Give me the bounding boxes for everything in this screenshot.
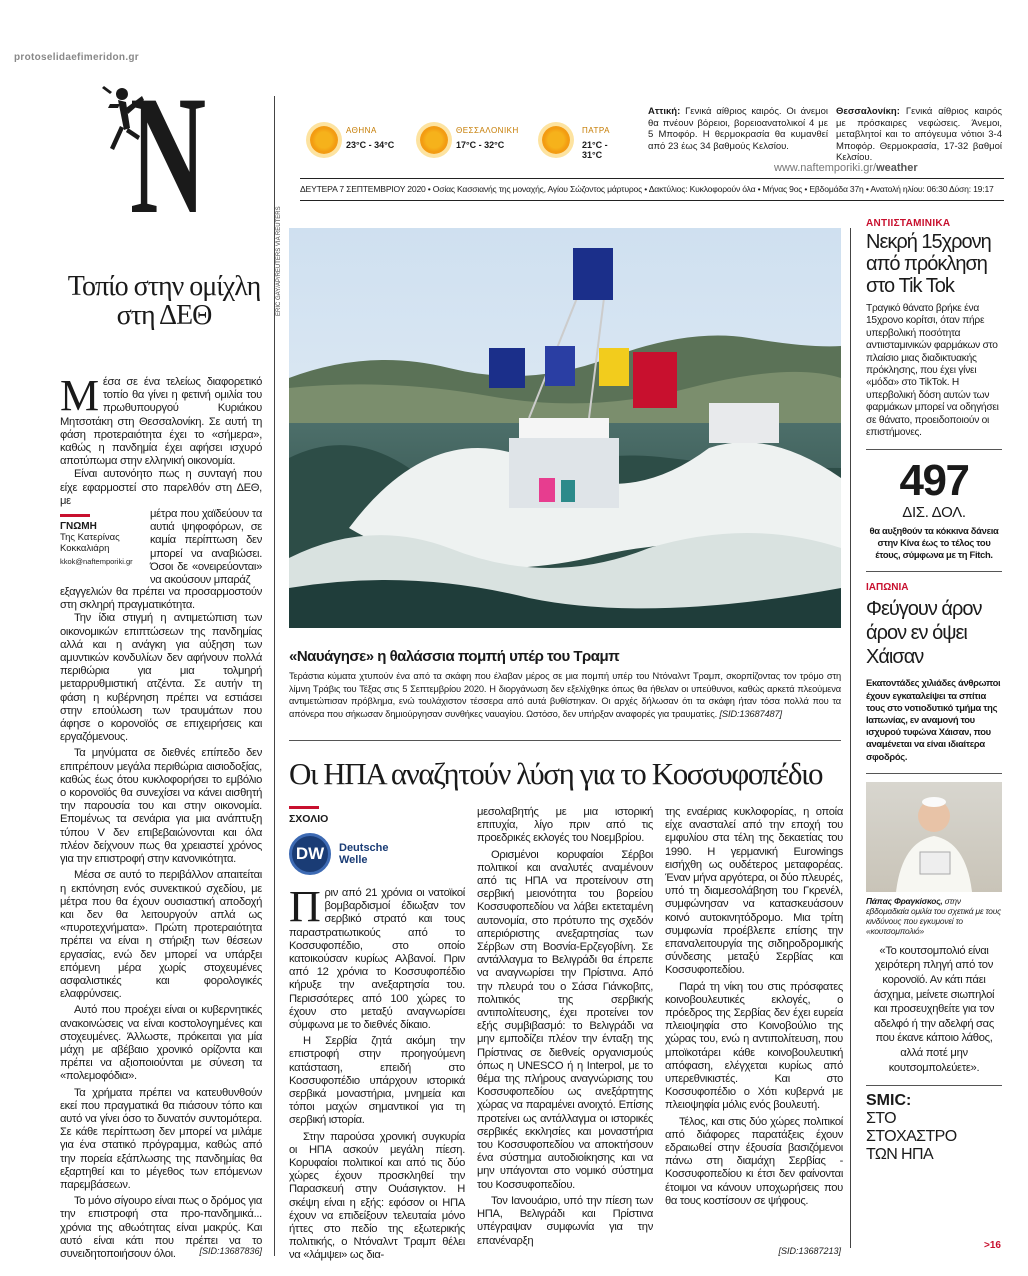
kosovo-sid: [SID:13687213]: [778, 1246, 841, 1256]
kicker-antihistamines: ΑΝΤΙΙΣΤΑΜΙΝΙΚΑ: [866, 218, 951, 229]
tiktok-headline: Νεκρή 15χρονη από πρόκληση στο Tik Tok: [866, 231, 991, 297]
sun-icon: [542, 126, 570, 154]
site-watermark: protoselidaefimeridon.gr: [14, 52, 139, 63]
opinion-sid: [SID:13687836]: [199, 1246, 262, 1256]
drop-cap: Μ: [60, 371, 99, 420]
weather-link[interactable]: www.naftemporiki.gr/weather: [774, 162, 918, 174]
opinion-title: Τοπίο στην ομίχλη στη ΔΕΘ: [67, 271, 261, 331]
smic-label: SMIC:: [866, 1092, 912, 1110]
pope-caption: Πάπας Φραγκίσκος, στην εβδομαδιαία ομιλία του σχετικά με τους κινδύνους που εγκυμονεί το «κουτσομπολιό»: [866, 895, 1002, 936]
weather-thessaloniki: Θεσσαλονίκη: Γενικά αίθριος καιρός με πρόσκαιρες νεφώσεις. Άνεμοι, μεταβλητοί και το απόγευμα νότιοι 3-4 Μποφόρ. Θερμοκρασία, 17-32 βαθμοί Κελσίου.: [836, 106, 1003, 164]
photo-caption-title: «Ναυάγησε» η θαλάσσια πομπή υπέρ του Τραμπ: [289, 648, 620, 665]
kosovo-headline: Οι ΗΠΑ αναζητούν λύση για το Κοσσυφοπέδιο: [289, 756, 823, 791]
drop-cap: Π: [289, 882, 321, 931]
kosovo-col3: της εναέριας κυκλοφορίας, η οποία είχε ανασταλεί από την εποχή του εμφυλίου στα τέλη της δεκαετίας του 1990. Η γερμανική Eurowings εισήχθη ως ουδέτερος μεταφορέας. Έναν μήνα αργότερα, οι δύο πλευρές, υπό τη διαμεσολάβηση του Γκρενέλ, συμφώνησαν να κατασκευάσουν κοινό αυτοκινητόδρομο. Μια τρίτη συμφωνία προέβλεπε επίσης την επαναλειτουργία της σιδηροδρομικής σύνδεσης μεταξύ Σερβίας και Κοσσυφοπεδίου. Παρά τη νίκη του στις πρόσφατες κοινοβουλευτικές εκλογές, ο πρόεδρος της Σερβίας δεν έχει ευρεία πλειοψηφία στο Κοινοβούλιο της χώρας του, ενώ η αντιπολίτευση, που μποϊκοτάρει κάθε κοινοβουλευτική απόφαση, ελέγχεται κυρίως από υπερεθνικιστές. Και στο Κοσσυφοπέδιο ο Χότι κυβερνά με πλειοψηφία μόλις ενός βουλευτή. Τέλος, και στις δύο χώρες πολιτικοί από διάφορες παρατάξεις έχουν εδραιωθεί στην έξουσία βασιζόμενοι πάνω στη διαμάχη Σερβίας - Κοσσυφοπεδίου κι έτσι δεν φαίνονται έτοιμοι να κάνουν υποχωρήσεις που θα τους κοστίσουν σε ψήφους.: [665, 806, 843, 1207]
comment-label: ΣΧΟΛΙΟ: [289, 813, 329, 825]
byline: ΓΝΩΜΗ Της Κατερίνας Κοκκαλιάρη kkok@naftemporiki.gr: [60, 508, 144, 566]
big-number-text: θα αυξηθούν τα κόκκινα δάνεια στην Κίνα έως το τέλος του έτους, σύμφωνα με τη Fitch.: [869, 525, 999, 561]
big-unit: ΔΙΣ. ΔΟΛ.: [902, 504, 966, 522]
city-name: ΘΕΣΣΑΛΟΝΙΚΗ: [456, 126, 519, 135]
city-temp: 23°C - 34°C: [346, 140, 395, 150]
boat-photo: [289, 228, 841, 628]
weather-attiki: Αττική: Γενικά αίθριος καιρός. Οι άνεμοι θα πνέουν βόρειοι, βορειοανατολικοί 4 με 5 Μποφόρ. Η θερμοκρασία θα κυμανθεί από 23 έως 34 βαθμούς Κελσίου.: [648, 106, 828, 152]
city-temp: 17°C - 32°C: [456, 140, 505, 150]
dw-logo: DW Deutsche Welle: [289, 833, 465, 875]
right-column: [866, 218, 1002, 1164]
typhoon-body: Εκατοντάδες χιλιάδες άνθρωποι έχουν εγκαταλείψει τα σπίτια τους στο νοτιοδυτικό τμήμα της Ιαπωνίας, εν αναμονή του ισχυρού τυφώνα Χάισαν, που αναμένεται να είναι ιδιαίτερα σφοδρός.: [866, 677, 1001, 762]
sun-icon: [310, 126, 338, 154]
dw-icon: DW: [289, 833, 331, 875]
weather-cities: [310, 122, 630, 162]
smic-headline: ΣΤΟ ΣΤΟΧΑΣΤΡΟ ΤΩΝ ΗΠΑ: [866, 1110, 957, 1164]
tiktok-body: Τραγικό θάνατο βρήκε ένα 15χρονο κορίτσι, όταν πήρε υπερβολική ποσότητα αντιισταμινικών φαρμάκων στο πλαίσιο μιας διαδικτυακής πρόκλησης, που έχει γίνει «μόδα» στο TikTok. Η υπερβολική δόση αυτών των φαρμάκων μπορεί να οδηγήσει σε θάνατο, προειδοποιούν οι επιστήμονες.: [866, 303, 999, 439]
photo-caption-text: Τεράστια κύματα χτυπούν ένα από τα σκάφη που έλαβαν μέρος σε μια πομπή υπέρ του Ντόναλντ Τραμπ, σκορπίζοντας τον τρόμο στη λίμνη Τράβις του Τέξας στις 5 Σεπτεμβρίου 2020. Η διοργάνωση δεν εξελίχθηκε όπως θα ήθελαν οι υπεύθυνοι, καθώς αρκετά πλεούμενα αντιμετώπισαν πρόβλημα, ενώ τουλάχιστον τέσσερα από αυτά βυθίστηκαν. Οι αρχές δήλωσαν ότι τα σκάφη ήταν τόσα πολλά που τα απόνερα που σήκωσαν δημιούργησαν συνθήκες ναυαγίου. Ωστόσο, δεν υπήρξαν αναφορές για τραυματίες. [SID:13687487]: [289, 671, 841, 719]
pope-quote: «Το κουτσομπολιό είναι χειρότερη πληγή από τον κορονοϊό. Αν κάτι πάει άσχημα, μείνετε σιωπηλοί και προσευχηθείτε για τον αδελφό ή την αδελφή σας που έκανε κάποιο λάθος, αλλά ποτέ μην κουτσομπολεύετε».: [873, 944, 995, 1074]
opinion-article: Μέσα σε ένα τελείως διαφορετικό τοπίο θα γίνει η φετινή ομιλία του πρωθυπουργού Κυριάκου Μητσοτάκη στη Θεσσαλονίκη. Σε αυτή τη φάση προτεραιότητα έχει το «σήμερα», καθώς η πανδημία έχει αφήσει ισχυρό αποτύπωμα στην ελληνική οικονομία. Είναι αυτονόητο πως η συνταγή που είχε εφαρμοστεί στο παρελθόν στη ΔΕΘ, με ΓΝΩΜΗ Της Κατερίνας Κοκκαλιάρη kkok@naftemporiki.gr μέτρα που χαϊδεύουν τα αυτιά ψηφοφόρων, σε καμία περίπτωση δεν μπορεί να αναβιώσει. Όσοι δε «ονειρεύονται» να ακούσουν μπαράζ εξαγγελιών θα πρέπει να προσαρμοστούν στη σκληρή πραγματικότητα. Την ίδια στιγμή η αντιμετώπιση των οικονομικών επιπτώσεων της πανδημίας αλλά και η ανάγκη για αύξηση των αμυντικών κονδυλίων δεν αφήνουν πολλά περιθώρια για μια τολμηρή μεταρρυθμιστική ατζέντα. Σε αυτήν τη φάση η κυβέρνηση πρέπει να εστιάσει στην επούλωση των τραυμάτων που άφησε ο κορονοϊός σε επιχειρήσεις και εργαζόμενους. Τα μηνύματα σε διεθνές επίπεδο δεν επιτρέπουν μεγάλα περιθώρια αισιοδοξίας, καθώς έως ότου κυκλοφορήσει το εμβόλιο ο κορονοϊός θα συνεχίσει να κάνει αισθητή την παρουσία του και στην οικονομία. Επομένως τα σενάρια για μια ανάπτυξη τύπου V δεν επιβεβαιώνονται και όλα πλέον δείχνουν πως θα χρειαστεί χρόνος για την επιστροφή στην κανονικότητα. Μέσα σε αυτό το περιβάλλον απαιτείται η εκπόνηση ενός συνεκτικού σχεδίου, με μέτρα που θα έχουν ουσιαστική αποδοχή και δεν θα λειτουργούν απλά ως «πυροτεχνήματα». Πρώτη προτεραιότητα πρέπει να είναι η στήριξη των θέσεων εργασίας, ενώ δεν μπορεί να υπάρξει επόμενη μέρα χωρίς στοχευμένες ασφαλιστικές και φορολογικές ελαφρύνσεις. Αυτό που προέχει είναι οι κυβερνητικές ανακοινώσεις να είναι κοστολογημένες και στοχευμένες. Άλλωστε, πρόκειται για μία μάχη με αβέβαιο χρονικό ορίζοντα και πρέπει να αξιοποιούνται με σύνεση τα «πολεμοφόδια». Τα χρήματα πρέπει να κατευθυνθούν εκεί που πραγματικά θα πιάσουν τόπο και αυτό να γίνει όσο το δυνατόν συντομότερα. Σε κάθε περίπτωση δεν μπορεί να μιλάμε για ένα στατικό πρόγραμμα, καθώς από την πορεία εξάπλωσης της πανδημίας θα εξαρτηθεί και το μέγεθος των επόμενων παρεμβάσεων. Το μόνο σίγουρο είναι πως ο δρόμος για την επιστροφή στα προ-πανδημικά... χρόνια της αθωότητας είναι μακρύς. Και αυτό είναι κάτι που πρέπει να το συνειδητοποιήσουν όλοι.: [60, 371, 262, 1260]
photo-credit: ERIC GAY/AP/REUTERS VIA REUTERS: [276, 206, 282, 316]
typhoon-headline: Φεύγουν άρον άρον εν όψει Χάισαν: [866, 598, 982, 669]
sun-icon: [420, 126, 448, 154]
big-number: 497: [899, 456, 969, 506]
kicker-japan: ΙΑΠΩΝΙΑ: [866, 582, 909, 594]
kosovo-col1: ΣΧΟΛΙΟ DW Deutsche Welle Πριν από 21 χρόνια οι νατοϊκοί βομβαρδισμοί έδιωξαν τον σερβικό στρατό και τους παραστρατιωτικούς από το Κοσσυφοπέδιο, στο οποίο κατοικούσαν κυρίως Αλβανοί. Πριν από 12 χρόνια το Κοσσυφοπέδιο κήρυξε την ανεξαρτησία του. Περισσότερες από 100 χώρες το έχουν στο μεταξύ αναγνωρίσει σύμφωνα με το διεθνές δίκαιο. Η Σερβία ζητά ακόμη την επιστροφή στην προηγούμενη κατάσταση, επειδή στο Κοσσυφοπέδιο υπάρχουν ιστορικά σερβικά μοναστήρια, μνημεία και τόποι μαχών σημαντικοί για τη σερβική ιστορία. Στην παρούσα χρονική συγκυρία οι ΗΠΑ ασκούν μεγάλη πίεση. Κορυφαίοι πολιτικοί και από τις δύο χώρες έχουν προσκληθεί την Παρασκευή στην Ουάσιγκτον. Η σκέψη είναι η εξής: εφόσον οι ΗΠΑ έχουν να επιδείξουν τελευταία μόνο ήττες στο πεδίο της εξωτερικής πολιτικής, ο Ντόναλντ Τραμπ θέλει να «λάμψει» ως δια-: [289, 806, 465, 1263]
dateline: ΔΕΥΤΕΡΑ 7 ΣΕΠΤΕΜΒΡΙΟΥ 2020 • Οσίας Κασσιανής της μοναχής, Αγίου Σώζοντος μάρτυρος • Δακτύλιος: Κυκλοφορούν όλα • Μήνας 9ος • Εβδομάδα 37η • Ανατολή ηλίου: 06:30 Δύση: 19:17: [300, 184, 994, 194]
boat-image-icon: [289, 228, 841, 628]
masthead-letter: N: [130, 61, 204, 249]
kosovo-col2: μεσολαβητής με μια ιστορική επιτυχία, λίγο πριν από τις προεδρικές εκλογές του Νοεμβρίου. Ορισμένοι κορυφαίοι Σέρβοι πολιτικοί και αναλυτές αναμένουν από τις ΗΠΑ να προτείνουν στη σερβική μειονότητα του βορείου Κοσσυφοπεδίου να λάβει εκτεταμένη αυτονομία, στο πρότυπο της σχεδόν απεριόριστης ανεξαρτησίας των Σέρβων στη Βοσνία-Ερζεγοβίνη. Σε αντάλλαγμα το Βελιγράδι θα έπρεπε να αναγνωρίσει την Πρίστινα. Από την πλευρά του ο Σάσα Γιάνκοβιτς, πολιτικός της σερβικής αντιπολίτευσης, έχει προτείνει τον εξής συμβιβασμό: το Βελιγράδι να μην εμποδίζει πλέον την ένταξη της Πρίστινας σε διεθνείς οργανισμούς όπως η UNESCO ή η Interpol, με το θέμα της πλήρους αναγνώρισης του Κοσσυφοπεδίου ως ανεξάρτητης χώρας να παραμένει ανοιχτό. Επίσης προτείνει ως αντάλλαγμα οι ιστορικές σερβικές εκκλησίες και μοναστήρια του Κοσσυφοπεδίου να αποκτήσουν ένα σύστημα αυτοδιοίκησης και να μην υπάγονται στο νομικό σύστημα του Κοσσυφοπεδίου. Τον Ιανουάριο, υπό την πίεση των ΗΠΑ, Βελιγράδι και Πρίστινα υπέγραψαν συμφωνία για την επανέναρξη: [477, 806, 653, 1247]
city-name: ΑΘΗΝΑ: [346, 126, 377, 135]
pope-photo: [866, 782, 1002, 892]
pope-icon: [866, 782, 1002, 892]
city-name: ΠΑΤΡΑ: [582, 126, 610, 135]
city-temp: 21°C - 31°C: [582, 140, 608, 160]
smic-page-link[interactable]: >16: [984, 1240, 1001, 1251]
